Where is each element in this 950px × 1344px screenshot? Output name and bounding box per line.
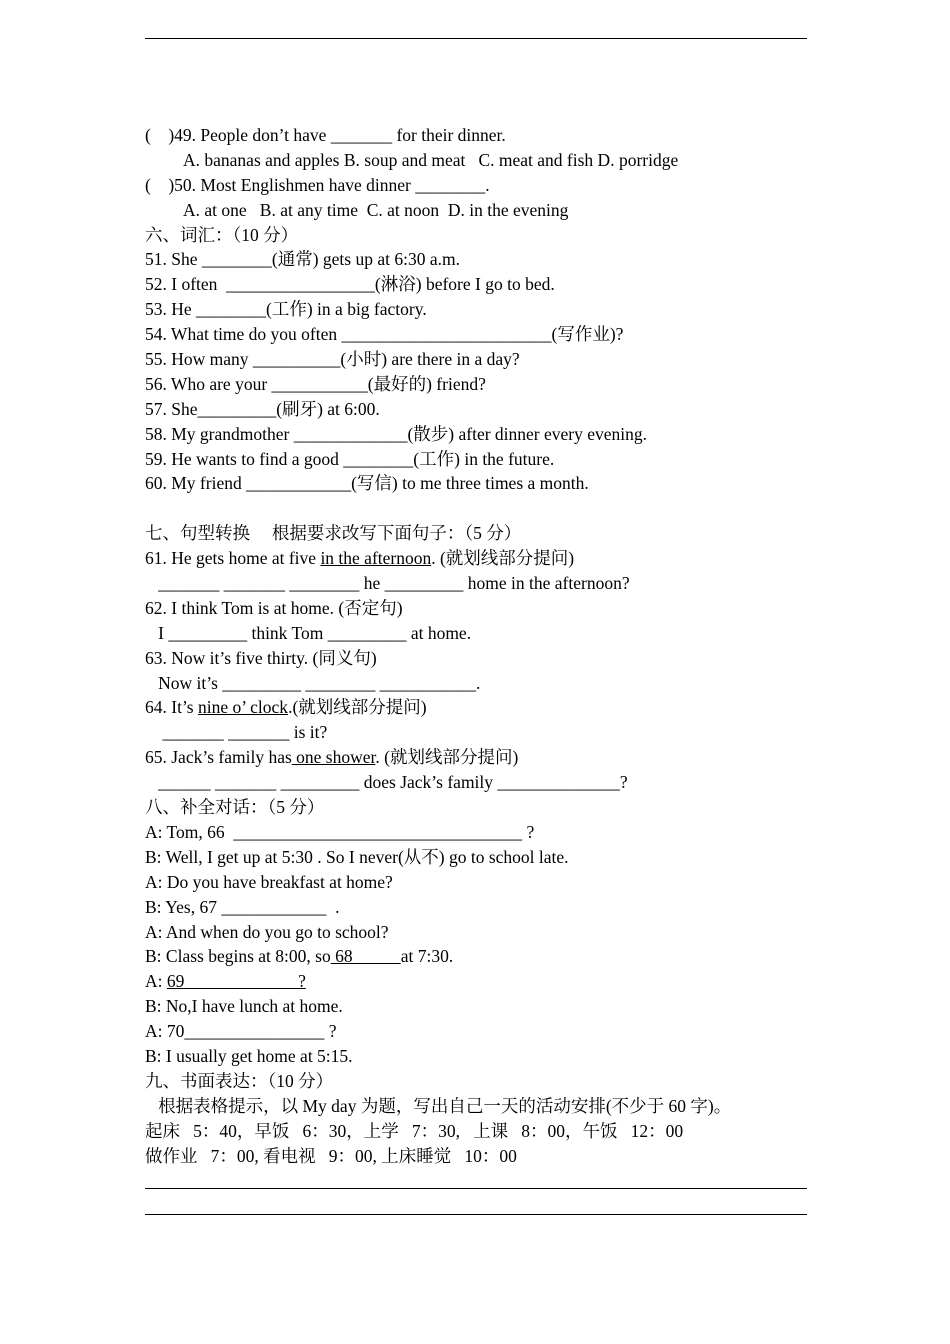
question-65: 65. Jack’s family has one shower. (就划线部分提问) <box>145 747 519 768</box>
question-65-answer: ______ _______ _________ does Jack’s family ______________? <box>145 772 628 793</box>
section-8-title: 八、补全对话：（5 分） <box>145 797 325 818</box>
section-9-title: 九、书面表达：（10 分） <box>145 1070 334 1091</box>
schedule-line-1: 起床 5：40，早饭 6：30，上学 7：30, 上课 8：00，午饭 12：00 <box>145 1120 684 1141</box>
question-49: ( )49. People don’t have _______ for their dinner. <box>145 125 506 145</box>
question-64-answer: _______ _______ is it? <box>145 722 328 743</box>
question-63-answer: Now it’s _________ ________ ___________. <box>145 672 481 693</box>
writing-line <box>145 1214 807 1215</box>
question-61: 61. He gets home at five in the afternoon. (就划线部分提问) <box>145 548 575 569</box>
question-62: 62. I think Tom is at home. (否定句) <box>145 597 403 618</box>
vocab-item-51: 51. She ________(通常) gets up at 6:30 a.m. <box>145 249 460 270</box>
dialogue-line: A: And when do you go to school? <box>145 921 389 942</box>
dialogue-line: A: 70________________ ? <box>145 1021 337 1042</box>
writing-line <box>145 1188 807 1189</box>
question-64: 64. It’s nine o’ clock.(就划线部分提问) <box>145 697 427 718</box>
vocab-item-54: 54. What time do you often ________________________(写作业)? <box>145 324 624 345</box>
vocab-item-60: 60. My friend ____________(写信) to me three times a month. <box>145 473 589 494</box>
question-49-options: A. bananas and apples B. soup and meat C. meat and fish D. porridge <box>183 149 679 170</box>
exam-content <box>145 123 825 1168</box>
dialogue-line: B: No,I have lunch at home. <box>145 996 343 1017</box>
vocab-item-56: 56. Who are your ___________(最好的) friend? <box>145 373 486 394</box>
section-7-title: 七、句型转换 根据要求改写下面句子：（5 分） <box>145 523 522 544</box>
writing-area[interactable] <box>145 1188 807 1215</box>
dialogue-line: A: Tom, 66 _________________________________ ? <box>145 821 535 842</box>
dialogue-line: B: Yes, 67 ____________ . <box>145 896 340 917</box>
question-61-answer: _______ _______ ________ he _________ home in the afternoon? <box>145 573 630 594</box>
question-63: 63. Now it’s five thirty. (同义句) <box>145 647 377 668</box>
dialogue-line: B: I usually get home at 5:15. <box>145 1045 353 1066</box>
dialogue-line: B: Class begins at 8:00, so 68 at 7:30. <box>145 946 454 967</box>
vocab-item-59: 59. He wants to find a good ________(工作) in the future. <box>145 448 555 469</box>
vocab-item-57: 57. She_________(刷牙) at 6:00. <box>145 398 380 419</box>
question-50-options: A. at one B. at any time C. at noon D. in the evening <box>183 199 569 220</box>
question-50: ( )50. Most Englishmen have dinner ________. <box>145 174 490 195</box>
vocab-item-53: 53. He ________(工作) in a big factory. <box>145 299 427 320</box>
question-62-answer: I _________ think Tom _________ at home. <box>145 622 472 643</box>
vocab-item-58: 58. My grandmother _____________(散步) after dinner every evening. <box>145 423 648 444</box>
spacer <box>145 496 825 521</box>
dialogue-line: A: 69 ? <box>145 971 306 992</box>
top-rule <box>145 38 807 39</box>
vocab-item-55: 55. How many __________(小时) are there in a day? <box>145 349 520 370</box>
vocab-item-52: 52. I often _________________(淋浴) before I go to bed. <box>145 274 555 295</box>
schedule-line-2: 做作业 7：00, 看电视 9：00, 上床睡觉 10：00 <box>145 1145 517 1166</box>
dialogue-line: A: Do you have breakfast at home? <box>145 871 393 892</box>
section-6-title: 六、词汇：（10 分） <box>145 224 299 245</box>
dialogue-line: B: Well, I get up at 5:30 . So I never(从不) go to school late. <box>145 846 569 867</box>
writing-prompt: 根据表格提示，以 My day 为题，写出自己一天的活动安排(不少于 60 字)。 <box>145 1095 732 1116</box>
